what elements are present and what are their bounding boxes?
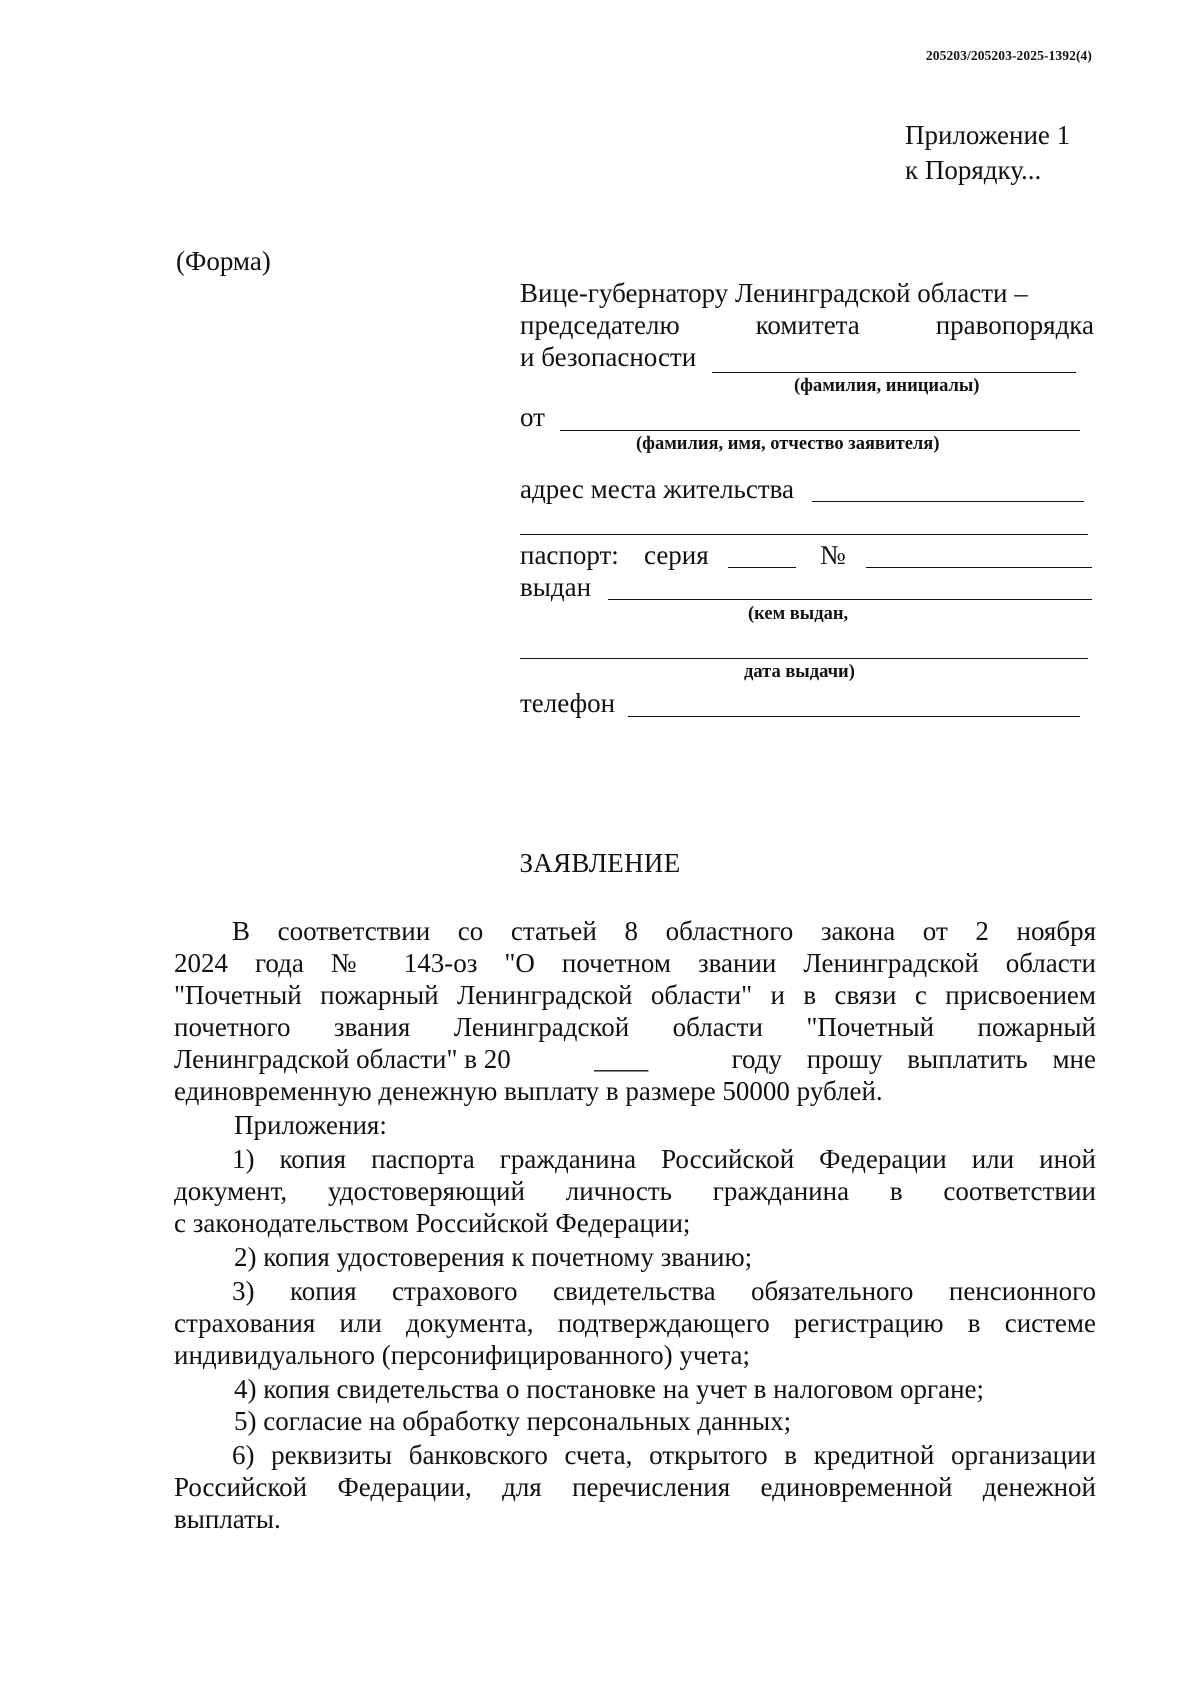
body-line: В соответствии со статьей 8 областного закона от 2 ноября	[232, 916, 1096, 946]
official-name-field[interactable]	[712, 372, 1076, 373]
addressee-line-3: и безопасности	[520, 342, 697, 372]
year-field[interactable]: ____	[594, 1044, 649, 1074]
body-line: единовременную денежную выплату в размере 50000 рублей.	[174, 1076, 883, 1106]
phone-field[interactable]	[628, 716, 1080, 717]
caption-applicant-name: (фамилия, имя, отчество заявителя)	[636, 434, 940, 454]
body-text: году прошу выплатить мне	[731, 1044, 1096, 1074]
addressee-line-2	[520, 310, 1094, 341]
body-line: 2024 года № 143-оз "О почетном звании Ленинградской области	[174, 948, 1096, 978]
appendix-line-1: Приложение 1	[905, 120, 1071, 150]
addressee-word: председателю	[520, 310, 680, 340]
body-line: почетного звания Ленинградской области "Почетный пожарный	[174, 1012, 1096, 1042]
passport-series-field[interactable]	[728, 567, 796, 568]
passport-number-field[interactable]	[866, 567, 1092, 568]
attachment-item: 5) согласие на обработку персональных данных;	[234, 1406, 792, 1436]
address-label: адрес места жительства	[520, 474, 795, 504]
appendix-line-2: к Порядку...	[905, 155, 1042, 185]
body-line: "Почетный пожарный Ленинградской области" и в связи с присвоением	[174, 980, 1096, 1010]
appendix-reference	[905, 118, 1070, 188]
caption-issue-date: дата выдачи)	[744, 662, 855, 682]
caption-issued-by: (кем выдан,	[748, 604, 849, 624]
caption-official-name: (фамилия, инициалы)	[794, 376, 980, 396]
form-label: (Форма)	[176, 246, 271, 276]
phone-label: телефон	[520, 688, 616, 718]
addressee-line-1: Вице-губернатору Ленинградской области –	[520, 278, 1028, 308]
attachment-item: 1) копия паспорта гражданина Российской Федерации или иной	[232, 1144, 1096, 1174]
addressee-word: комитета	[755, 310, 860, 340]
attachment-item: документ, удостоверяющий личность гражданина в соответствии	[174, 1176, 1096, 1206]
attachment-item: 6) реквизиты банковского счета, открытого в кредитной организации	[232, 1440, 1096, 1470]
passport-label: паспорт:	[520, 540, 619, 570]
passport-series-label: серия	[644, 540, 709, 570]
issued-label: выдан	[520, 572, 592, 602]
attachment-item: Российской Федерации, для перечисления единовременной денежной	[174, 1472, 1096, 1502]
attachment-item: индивидуального (персонифицированного) учета;	[174, 1340, 751, 1370]
address-field[interactable]	[812, 501, 1084, 502]
addressee-word: правопорядка	[935, 310, 1094, 340]
passport-number-label: №	[820, 540, 846, 570]
attachment-item: 4) копия свидетельства о постановке на учет в налоговом органе;	[234, 1374, 985, 1404]
address-field-line-2[interactable]	[520, 534, 1088, 535]
attachment-item: 3) копия страхового свидетельства обязательного пенсионного	[232, 1276, 1096, 1306]
body-line-year	[174, 1044, 1096, 1075]
attachments-label: Приложения:	[234, 1110, 387, 1140]
attachment-item: с законодательством Российской Федерации;	[174, 1208, 691, 1238]
document-id: 205203/205203-2025-1392(4)	[925, 48, 1092, 63]
document-title: ЗАЯВЛЕНИЕ	[519, 848, 681, 878]
issued-by-field[interactable]	[608, 599, 1092, 600]
from-label: от	[520, 402, 545, 432]
attachment-item: выплаты.	[174, 1504, 281, 1534]
applicant-name-field[interactable]	[560, 430, 1080, 431]
body-text: Ленинградской области" в 20	[174, 1044, 511, 1074]
attachment-item: страхования или документа, подтверждающего регистрацию в системе	[174, 1308, 1096, 1338]
issue-date-field[interactable]	[520, 658, 1088, 659]
attachment-item: 2) копия удостоверения к почетному званию;	[234, 1242, 753, 1272]
